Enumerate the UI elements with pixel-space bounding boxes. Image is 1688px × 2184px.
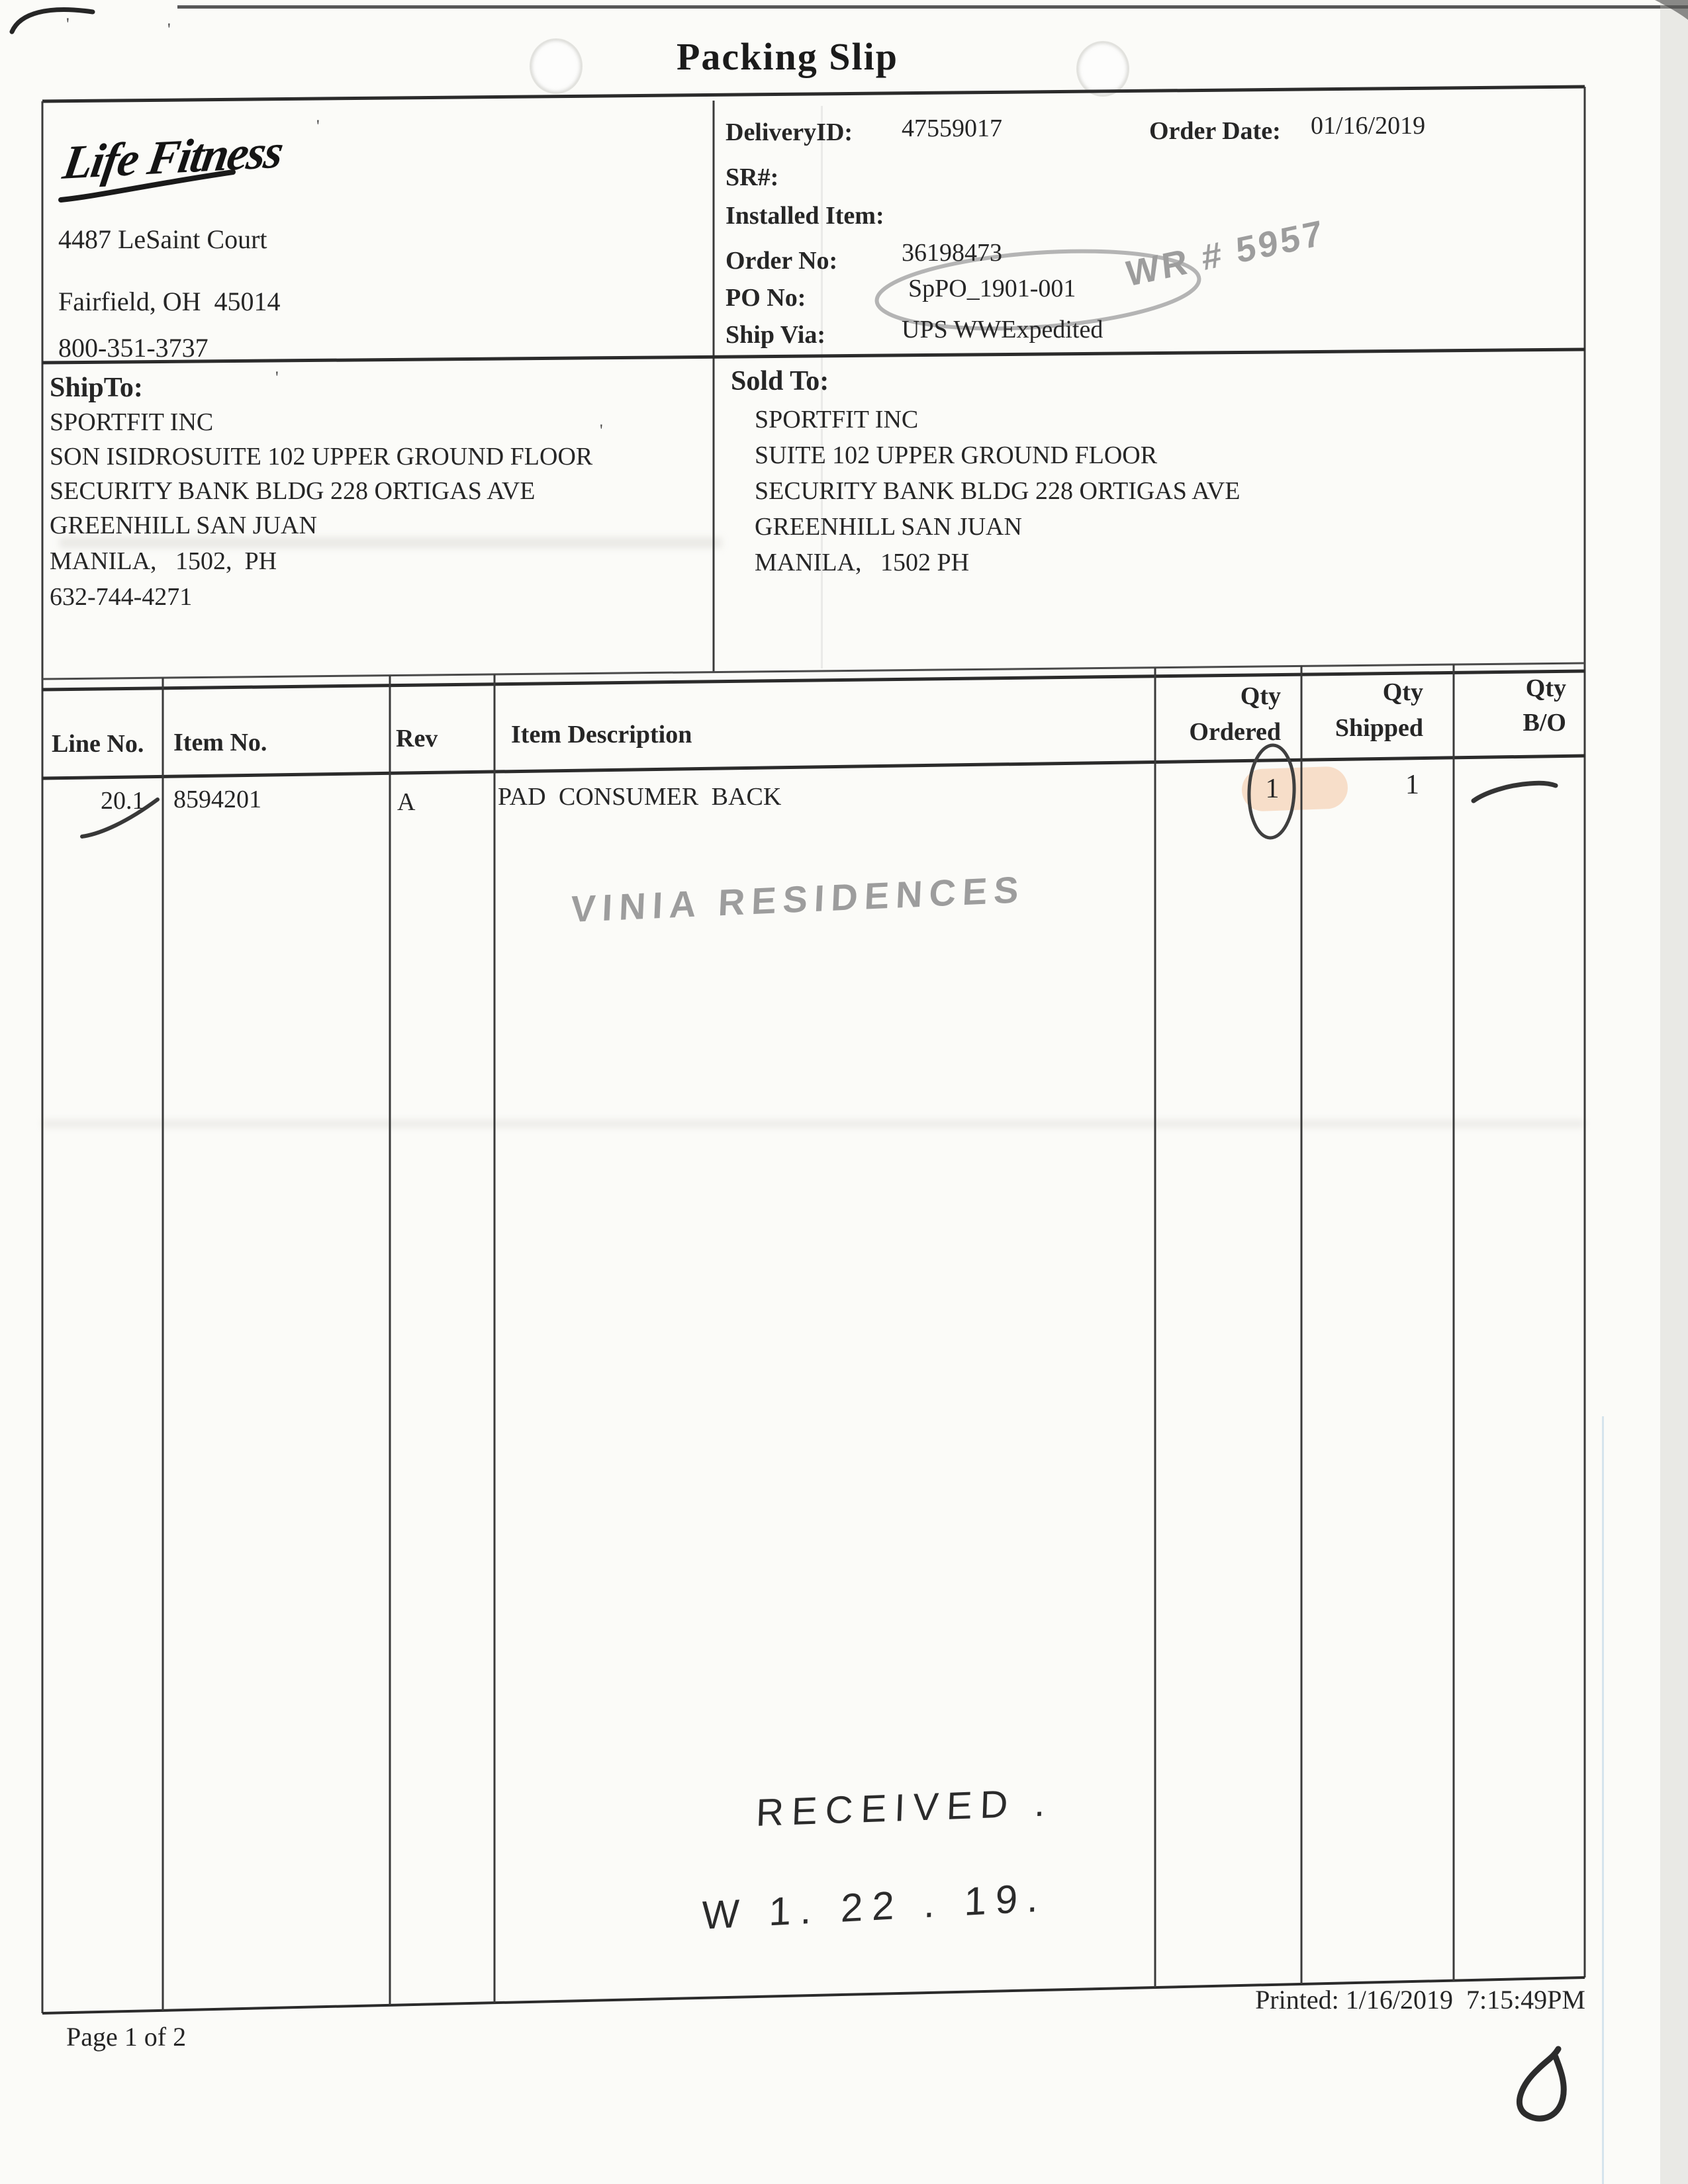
col-header-line-no: Line No.: [52, 730, 144, 758]
ship-to-line: SON ISIDROSUITE 102 UPPER GROUND FLOOR: [50, 443, 593, 471]
ship-to-phone: 632-744-4271: [50, 583, 193, 611]
printed-timestamp: Printed: 1/16/2019 7:15:49PM: [1255, 1985, 1585, 2015]
sr-number-label: SR#:: [726, 163, 779, 191]
handwritten-site-note: VINIA RESIDENCES: [569, 868, 1026, 931]
row-line-no: 20.1: [101, 787, 145, 815]
page-number: Page 1 of 2: [66, 2022, 187, 2052]
ship-to-line: MANILA, 1502, PH: [50, 547, 277, 575]
ship-via-value: UPS WWExpedited: [902, 316, 1103, 343]
vendor-address-line2: Fairfield, OH 45014: [58, 287, 281, 316]
sold-to-line: MANILA, 1502 PH: [755, 549, 970, 576]
handwritten-wr-number: WR # 5957: [1124, 212, 1327, 295]
handwritten-received-date: W 1. 22 . 19.: [701, 1875, 1048, 1938]
ship-to-line: SECURITY BANK BLDG 228 ORTIGAS AVE: [50, 477, 536, 505]
scan-speck: ': [167, 20, 171, 39]
scan-corner-artifact: [1655, 0, 1688, 20]
order-date-value: 01/16/2019: [1311, 112, 1426, 140]
handwritten-received-stamp: RECEIVED .: [755, 1781, 1054, 1835]
scan-corner-artifact: [12, 10, 93, 32]
sold-to-line: GREENHILL SAN JUAN: [755, 513, 1022, 541]
col-header-qty-ordered-2: Ordered: [1189, 718, 1281, 746]
row-qty-ordered: 1: [1265, 774, 1280, 804]
sold-to-label: Sold To:: [731, 366, 829, 396]
sold-to-line: SECURITY BANK BLDG 228 ORTIGAS AVE: [755, 477, 1241, 505]
delivery-id-label: DeliveryID:: [726, 118, 853, 146]
vendor-logo: Life Fitness: [59, 124, 287, 190]
table-top-border-ghost: [42, 663, 1585, 679]
row-item-no: 8594201: [173, 786, 261, 813]
po-no-value: SpPO_1901-001: [908, 275, 1076, 302]
scan-speck: ': [275, 368, 279, 387]
delivery-id-value: 47559017: [902, 114, 1002, 142]
ship-via-label: Ship Via:: [726, 321, 826, 349]
order-date-label: Order Date:: [1149, 117, 1281, 145]
scan-speck: ': [600, 421, 603, 440]
po-no-label: PO No:: [726, 284, 806, 312]
qty-bo-dash-mark: [1474, 783, 1556, 801]
col-header-qty-shipped-1: Qty: [1382, 678, 1423, 706]
ship-to-label: ShipTo:: [50, 373, 143, 403]
vendor-address-line1: 4487 LeSaint Court: [58, 224, 267, 254]
order-no-label: Order No:: [726, 247, 838, 275]
row-qty-shipped: 1: [1405, 770, 1419, 800]
col-header-qty-bo-2: B/O: [1523, 709, 1566, 737]
sold-to-line: SPORTFIT INC: [755, 406, 919, 433]
ship-to-line: SPORTFIT INC: [50, 408, 214, 436]
scan-speck: ': [66, 15, 70, 34]
row-description: PAD CONSUMER BACK: [498, 783, 782, 811]
col-header-item-no: Item No.: [173, 729, 267, 756]
vendor-phone: 800-351-3737: [58, 333, 209, 363]
header-box-top-border: [42, 87, 1585, 101]
col-header-rev: Rev: [396, 725, 438, 752]
order-no-value: 36198473: [902, 239, 1002, 267]
row-rev: A: [397, 788, 416, 816]
page-title: Packing Slip: [677, 35, 899, 78]
scan-speck: ': [316, 116, 320, 136]
ship-to-line: GREENHILL SAN JUAN: [50, 512, 317, 539]
col-header-qty-bo-1: Qty: [1525, 674, 1566, 702]
col-header-description: Item Description: [511, 721, 692, 749]
col-header-qty-ordered-1: Qty: [1240, 682, 1281, 710]
address-section-top-border: [42, 349, 1585, 363]
pen-squiggle-mark: [1519, 2049, 1564, 2118]
sold-to-line: SUITE 102 UPPER GROUND FLOOR: [755, 441, 1158, 469]
col-header-qty-shipped-2: Shipped: [1335, 714, 1423, 742]
installed-item-label: Installed Item:: [726, 202, 884, 230]
